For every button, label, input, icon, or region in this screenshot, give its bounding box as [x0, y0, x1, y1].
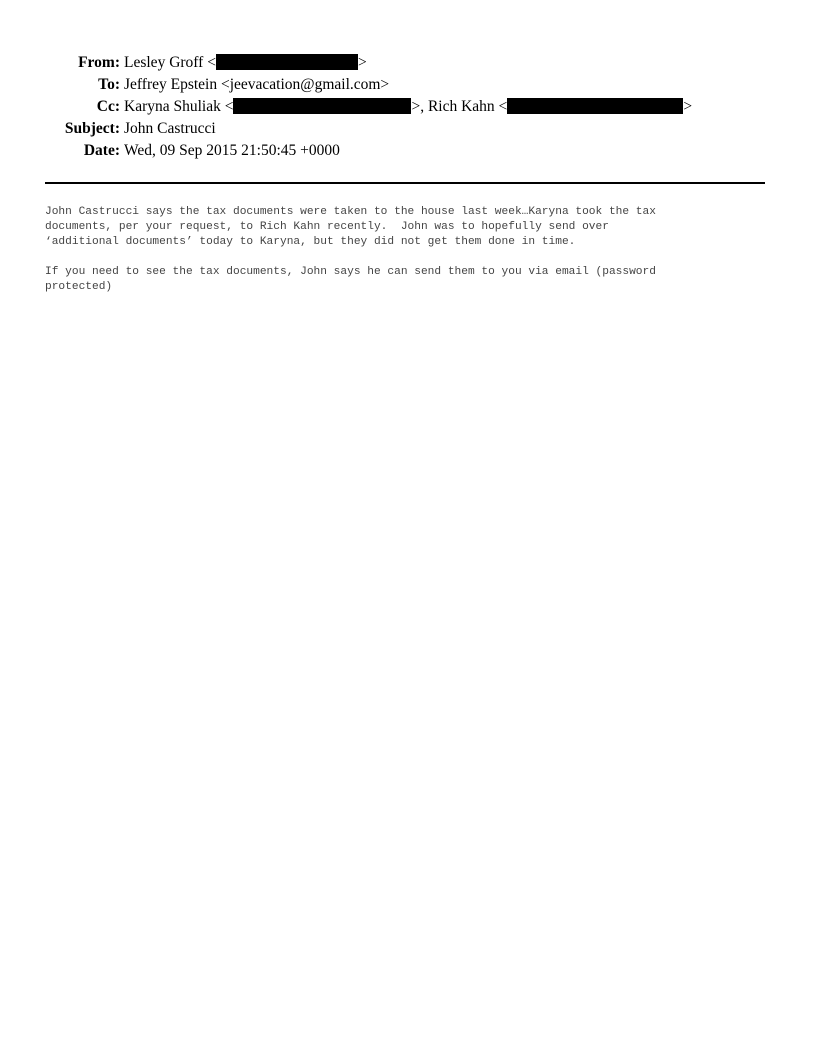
cc-label: Cc: [96, 98, 120, 115]
from-label: From: [78, 54, 120, 71]
header-divider [45, 182, 765, 184]
date-row [0, 140, 816, 162]
email-body [45, 205, 765, 310]
subject-label: Subject: [64, 120, 120, 137]
body-line: If you need to see the tax documents, John says he can send them to you via email (password [45, 266, 656, 278]
cc-separator: >, Rich Kahn < [411, 98, 508, 115]
to-row [0, 74, 816, 96]
cc-value [124, 96, 692, 118]
redaction-box [507, 98, 683, 114]
cc-name-1: Karyna Shuliak < [124, 98, 234, 115]
from-name: Lesley Groff < [124, 54, 216, 71]
subject-value: John Castrucci [124, 120, 216, 137]
email-header [0, 52, 816, 162]
body-line: John Castrucci says the tax documents were taken to the house last week…Karyna took the tax [45, 206, 656, 218]
cc-close: > [683, 98, 693, 115]
redaction-box [216, 54, 358, 70]
to-value: Jeffrey Epstein <jeevacation@gmail.com> [124, 76, 390, 93]
subject-row [0, 118, 816, 140]
from-value [124, 52, 367, 74]
body-line: ‘additional documents’ today to Karyna, but they did not get them done in time. [45, 236, 576, 248]
cc-row [0, 96, 816, 118]
body-paragraph-1 [45, 205, 765, 250]
date-value: Wed, 09 Sep 2015 21:50:45 +0000 [124, 142, 340, 159]
redaction-box [233, 98, 411, 114]
date-label: Date: [83, 142, 120, 159]
body-paragraph-2 [45, 265, 765, 295]
body-line: protected) [45, 281, 113, 293]
from-row [0, 52, 816, 74]
from-close: > [357, 54, 367, 71]
to-label: To: [98, 76, 120, 93]
body-line: documents, per your request, to Rich Kahn recently. John was to hopefully send over [45, 221, 609, 233]
